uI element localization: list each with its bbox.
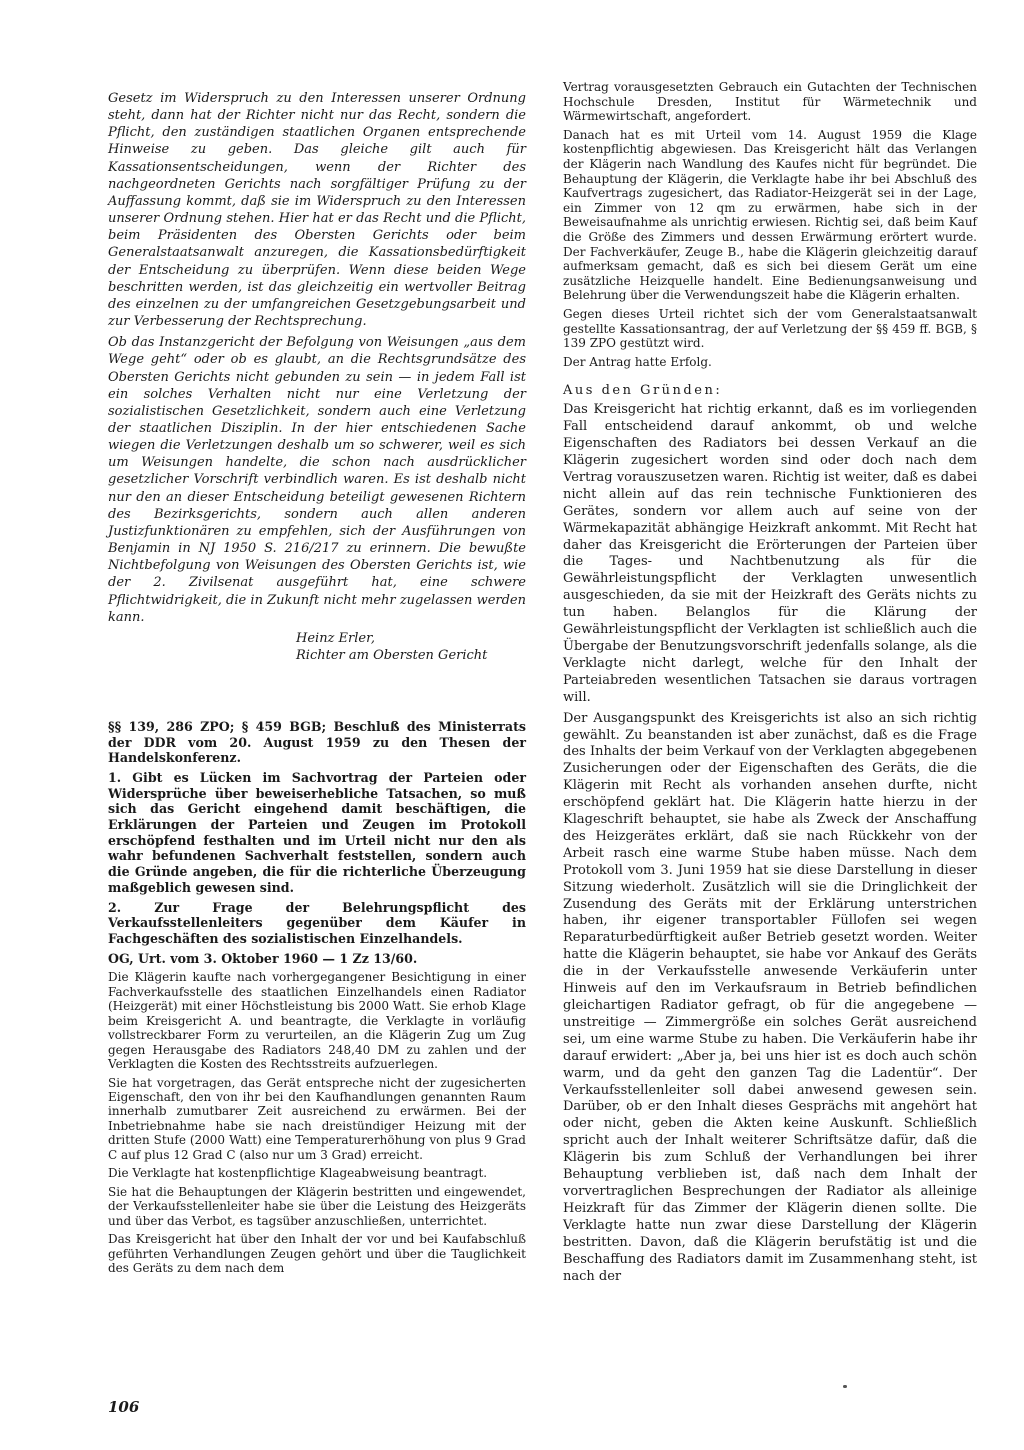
author-name: Heinz Erler, bbox=[296, 630, 376, 646]
page-number: 106 bbox=[108, 1398, 140, 1416]
author-title: Richter am Obersten Gericht bbox=[296, 647, 488, 663]
facts-continued-3: Gegen dieses Urteil richtet sich der vom Generalstaatsanwalt gestellte Kassationsantrag, der auf Verletzung der §§ 459 ff. BGB, § 139 ZPO gestützt wird. bbox=[563, 306, 977, 351]
case-heading: §§ 139, 286 ZPO; § 459 BGB; Beschluß des Ministerrats der DDR vom 20. August 1959 zu den Thesen der Handelskonferenz. bbox=[108, 718, 526, 766]
reasons-paragraph-2: Der Ausgangspunkt des Kreisgerichts ist also an sich richtig gewählt. Zu beanstanden ist aber zunächst, daß es die Frage des Inhalts der beim Verkauf von der Verklagten abgegebenen Zusicherungen oder der Eigenschaften des Geräts, die die Klägerin mit Recht als vorhanden ansehen durfte, nicht erschöpfend geklärt hat. Die Klägerin hatte hierzu in der Klageschrift behauptet, sie habe als Zweck der Anschaffung des Heizgerätes erklärt, daß sie nach Rückkehr von der Arbeit rasch eine warme Stube haben müsse. Nach dem Protokoll vom 3. Juni 1959 hat sie diese Darstellung in dieser Sitzung wiederholt. Zusätzlich will sie die Dringlichkeit der Zusendung des Geräts mit der Erklärung unterstrichen haben, ihr eigener transportabler Füllofen sei wegen Reparaturbedürftigkeit außer Betrieb gesetzt worden. Weiter hatte die Klägerin behauptet, sie habe vor Ankauf des Geräts die in der Verkaufsstelle anwesende Verkäuferin unter Hinweis auf den im Verkaufsraum in Betrieb befindlichen gleichartigen Radiator gefragt, ob für die angegebene — unstreitige — Zimmergröße ein solches Gerät ausreichend sei, um eine warme Stube zu haben. Die Verkäuferin habe ihr darauf erwidert: „Aber ja, bei uns hier ist es doch auch schön warm, und da geht den ganzen Tag die Ladentür“. Der Verkaufsstellenleiter soll dabei anwesend gewesen sein. Darüber, ob er den Inhalt dieses Gesprächs mit angehört hat oder nicht, geben die Akten keine Auskunft. Schließlich spricht auch der Inhalt weiterer Schriftsätze dafür, daß die Klägerin bis zum Schluß der Verhandlungen bei ihrer Behauptung verblieben ist, daß nach dem Inhalt der vorvertraglichen Besprechungen der Radiator als alleinige Heizkraft für das Zimmer der Klägerin dienen sollte. Die Verklagte hatte nun zwar diese Darstellung der Klägerin bestritten. Davon, daß die Klägerin berufstätig ist und die Beschaffung des Radiators damit im Zusammenhang steht, ist nach der bbox=[563, 710, 977, 1284]
right-column bbox=[563, 80, 977, 1289]
facts-continued-4: Der Antrag hatte Erfolg. bbox=[563, 354, 712, 369]
commentary-paragraph-1: Gesetz im Widerspruch zu den Interessen unserer Ordnung steht, dann hat der Richter nicht nur das Recht, sondern die Pflicht, den zuständigen staatlichen Organen entsprechende Hinweise zu geben. Das gleiche gilt auch für Kassationsentscheidungen, wenn der Richter des nachgeordneten Gerichts nach sorgfältiger Prüfung zu der Auffassung kommt, daß sie im Widerspruch zu den Interessen unserer Ordnung stehen. Hier hat er das Recht und die Pflicht, beim Präsidenten des Obersten Gerichts oder beim Generalstaatsanwalt anzuregen, die Kassationsbedürftigkeit der Entscheidung zu überprüfen. Wenn diese beiden Wege beschritten werden, ist das gleichzeitig ein wertvoller Beitrag des einzelnen zu der umfangreichen Gesetzgebungsarbeit und zur Verbesserung der Rechtsprechung. bbox=[108, 91, 526, 330]
facts-continued-2: Danach hat es mit Urteil vom 14. August 1959 die Klage kostenpflichtig abgewiesen. Das Kreisgericht hält das Verlangen der Klägerin nach Wandlung des Kaufes nicht für begründet. Die Behauptung der Klägerin, die Verklagte habe ihr bei Abschluß des Kaufvertrags zugesichert, das Radiator-Heizgerät sei in der Lage, ein Zimmer von 12 qm zu erwärmen, habe sich in der Beweisaufnahme als unrichtig erwiesen. Richtig sei, daß beim Kauf die Größe des Zimmers und dessen Erwärmung erörtert wurde. Der Fachverkäufer, Zeuge B., habe die Klägerin gleichzeitig darauf aufmerksam gemacht, daß es sich bei diesem Gerät um eine zusätzliche Heizquelle handelt. Eine Bedienungsanweisung und Belehrung über die Verwendungszeit habe die Klägerin erhalten. bbox=[563, 127, 977, 303]
facts-paragraph-5: Das Kreisgericht hat über den Inhalt der vor und bei Kaufabschluß geführten Verhandlungen Zeugen gehört und über die Tauglichkeit des Geräts zu dem nach dem bbox=[108, 1232, 526, 1275]
facts-paragraph-3: Die Verklagte hat kostenpflichtige Klageabweisung beantragt. bbox=[108, 1166, 488, 1181]
facts-paragraph-4: Sie hat die Behauptungen der Klägerin bestritten und eingewendet, der Verkaufsstellenleiter habe sie über die Leistung des Heizgeräts und über das Verbot, es tagsüber anzuschließen, unterrichtet. bbox=[108, 1184, 526, 1228]
author-signature bbox=[108, 630, 526, 664]
print-speck bbox=[843, 1385, 847, 1388]
headnote-point-1: 1. Gibt es Lücken im Sachvortrag der Parteien oder Widersprüche über beweiserhebliche Tatsachen, so muß sich das Gericht eingehend damit beschäftigen, die Erklärungen der Parteien und Zeugen im Protokoll erschöpfend festhalten und im Urteil nicht nur den als wahr befundenen Sachverhalt feststellen, sondern auch die Gründe angeben, die für die richterliche Überzeugung maßgeblich gewesen sind. bbox=[108, 769, 526, 895]
case-citation: OG, Urt. vom 3. Oktober 1960 — 1 Zz 13/60. bbox=[108, 950, 418, 966]
facts-paragraph-1: Die Klägerin kaufte nach vorhergegangener Besichtigung in einer Fachverkaufsstelle des staatlichen Einzelhandels einen Radiator (Heizgerät) mit einer Höchstleistung bis 2000 Watt. Sie erhob Klage beim Kreisgericht A. und beantragte, die Verklagte in vorläufig vollstreckbarer Form zu verurteilen, an die Klägerin Zug um Zug gegen Herausgabe des Radiators 248,40 DM zu zahlen und der Verklagten die Kosten des Rechtsstreits aufzuerlegen. bbox=[108, 970, 526, 1072]
facts-continued-1: Vertrag vorausgesetzten Gebrauch ein Gutachten der Technischen Hochschule Dresden, Institut für Wärmetechnik und Wärmewirtschaft, angefordert. bbox=[563, 80, 977, 124]
facts-paragraph-2: Sie hat vorgetragen, das Gerät entspreche nicht der zugesicherten Eigenschaft, den von ihr bei den Kaufhandlungen genannten Raum innerhalb zumutbarer Zeit ausreichend zu erwärmen. Bei der Inbetriebnahme habe sie nach dreistündiger Heizung mit der dritten Stufe (2000 Watt) eine Temperaturerhöhung von plus 9 Grad C auf plus 12 Grad C (also nur um 3 Grad) erreicht. bbox=[108, 1075, 526, 1162]
left-column bbox=[108, 90, 526, 1279]
commentary-paragraph-2: Ob das Instanzgericht der Befolgung von Weisungen „aus dem Wege geht“ oder ob es glaubt, an die Rechtsgrundsätze des Obersten Gerichts nicht gebunden zu sein — in jedem Fall ist ein solches Verhalten nicht nur eine Verletzung der sozialistischen Gesetzlichkeit, sondern auch eine Verletzung der staatlichen Disziplin. In der hier entschiedenen Sache wiegen die Verletzungen deshalb um so schwerer, weil es sich um Weisungen handelte, die schon nach ausdrücklicher gesetzlicher Vorschrift verbindlich waren. Es ist deshalb nicht nur den an dieser Entscheidung beteiligt gewesenen Richtern des Bezirksgerichts, sondern auch allen anderen Justizfunktionären zu empfehlen, sich der Ausführungen von Benjamin in NJ 1950 S. 216/217 zu erinnern. Die bewußte Nichtbefolgung von Weisungen des Obersten Gerichts ist, wie der 2. Zivilsenat ausgeführt hat, eine schwere Pflichtwidrigkeit, die in Zukunft nicht mehr zugelassen werden kann. bbox=[108, 335, 526, 625]
headnote-point-2: 2. Zur Frage der Belehrungspflicht des Verkaufsstellenleiters gegenüber dem Käufer in Fachgeschäften des sozialistischen Einzelhandels. bbox=[108, 899, 526, 946]
section-heading-reasons: Aus den Gründen: bbox=[563, 383, 723, 399]
reasons-paragraph-1: Das Kreisgericht hat richtig erkannt, daß es im vorliegenden Fall entscheidend darauf ankommt, ob und welche Eigenschaften des Radiators bei dessen Verkauf an die Klägerin zugesichert worden sind oder doch nach dem Vertrag vorauszusetzen waren. Richtig ist weiter, daß es dabei nicht allein auf das rein technische Funktionieren des Gerätes, sondern vor allem auch auf seine von der Wärmekapazität abhängige Heizkraft ankommt. Mit Recht hat daher das Kreisgericht die Erörterungen der Parteien über die Tages- und Nachtbenutzung als für die Gewährleistungspflicht der Verklagten unwesentlich ausgeschieden, da sie mit der Heizkraft des Geräts nichts zu tun haben. Belanglos für die Klärung der Gewährleistungspflicht der Verklagten ist schließlich auch die Übergabe der Benutzungsvorschrift jedenfalls solange, als die Verklagte nicht darlegt, welche für den Inhalt der Parteiabreden wesentlichen Tatsachen sie daraus vortragen will. bbox=[563, 402, 977, 705]
